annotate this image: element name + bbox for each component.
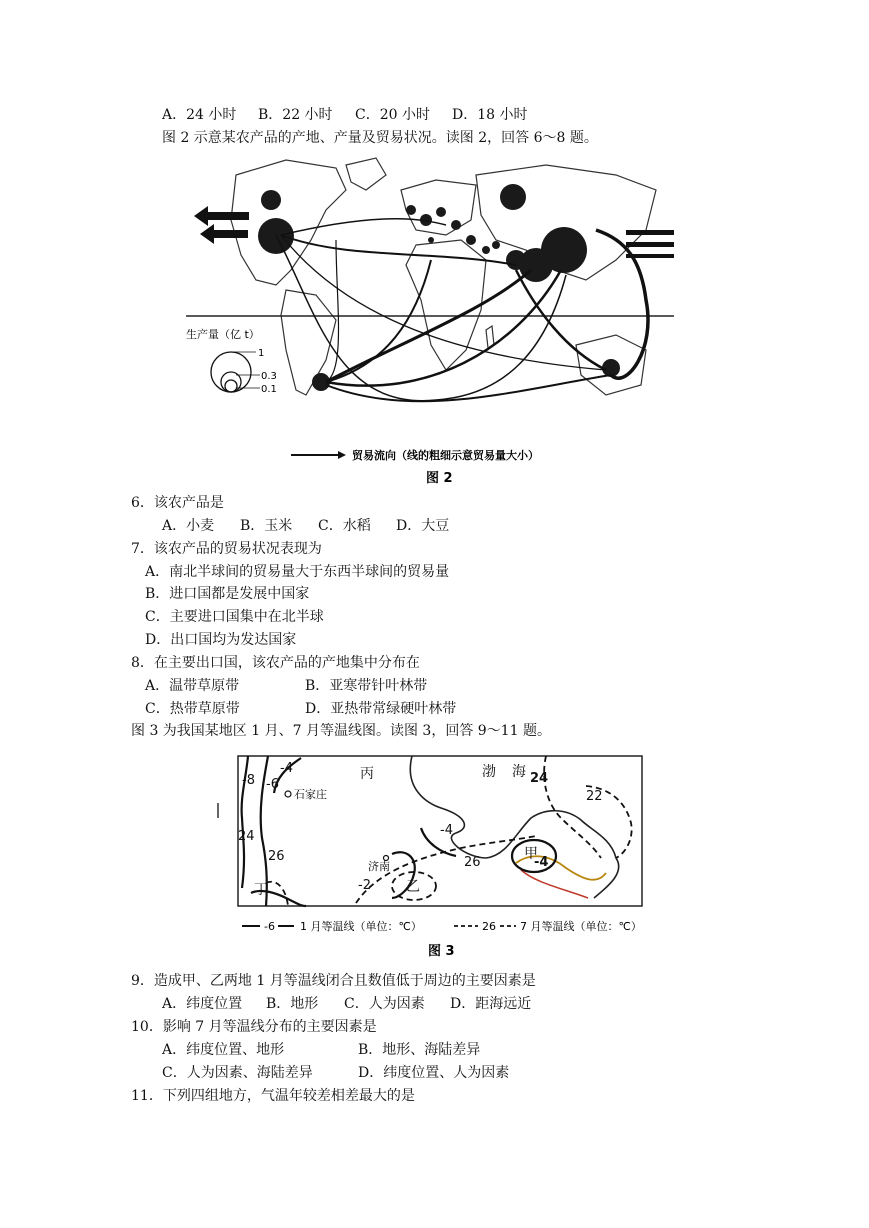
q8-option-c: C．热带草原带 [145,701,240,717]
q9-option-b: B．地形 [266,996,319,1012]
isotherm-label: -2 [358,878,371,893]
q6-options [162,517,449,535]
q5-option-a: A．24 小时 [162,107,237,123]
figure-2-caption: 图 2 [426,471,453,486]
label-jinan: 济南 [368,860,390,873]
q10-options-row2 [162,1064,509,1082]
isotherm-label: -4 [280,761,293,776]
q7-option-b: B．进口国都是发展中国家 [145,586,310,602]
legend-value-0-3: 0.3 [261,371,277,382]
city-marker-shijiazhuang [285,791,291,797]
q10-option-d: D．纬度位置、人为因素 [358,1065,510,1081]
isotherm-label: 26 [268,849,285,864]
q6-option-b: B．玉米 [240,518,293,534]
q5-option-c: C．20 小时 [355,107,430,123]
figure-3-caption: 图 3 [428,944,455,959]
figure-2-world-map [186,150,674,488]
legend-jan-label: 1 月等温线（单位：℃） [300,920,422,933]
legend-title: 生产量（亿 t） [186,328,260,341]
q5-options [162,106,528,124]
label-ding: 丁 [254,882,268,898]
q9-option-d: D．距海远近 [450,996,532,1012]
fig2-intro: 图 2 示意某农产品的产地、产量及贸易状况。读图 2，回答 6～8 题。 [162,130,598,146]
label-bohai: 渤 [482,764,496,780]
legend-jul-label: 7 月等温线（单位：℃） [520,920,642,933]
label-yi: 乙 [406,879,420,895]
legend-circles [211,352,251,392]
q8-option-d: D．亚热带常绿硬叶林带 [305,701,457,717]
q10-option-a: A．纬度位置、地形 [162,1042,285,1058]
q10-stem: 10．影响 7 月等温线分布的主要因素是 [131,1019,377,1035]
q9-stem: 9．造成甲、乙两地 1 月等温线闭合且数值低于周边的主要因素是 [131,973,536,989]
q7-option-d: D．出口国均为发达国家 [145,632,297,648]
production-circle [506,250,526,270]
isotherm-label: 24 [530,771,549,786]
q5-option-d: D．18 小时 [452,107,528,123]
q6-option-c: C．水稻 [318,518,371,534]
q8-option-b: B．亚寒带针叶林带 [305,678,428,694]
q8-options-row2 [145,700,456,718]
production-circle [500,184,526,210]
q8-stem: 8．在主要出口国，该农产品的产地集中分布在 [131,655,420,671]
legend-value-0-1: 0.1 [261,384,277,395]
isotherm-label: -6 [266,777,279,792]
figure-3-isotherm-map [216,748,646,963]
q10-option-c: C．人为因素、海陆差异 [162,1065,313,1081]
q6-option-d: D．大豆 [396,518,450,534]
isotherm-label: 22 [586,789,603,804]
isotherm-label: -4 [440,823,453,838]
q9-options [162,995,531,1013]
label-bing: 丙 [360,766,374,782]
fig3-intro: 图 3 为我国某地区 1 月、7 月等温线图。读图 3，回答 9～11 题。 [131,723,551,739]
label-hai: 海 [512,764,526,780]
q10-option-b: B．地形、海陆差异 [358,1042,481,1058]
q10-options-row1 [162,1041,480,1059]
label-shijiazhuang: 石家庄 [294,788,327,801]
legend-value-1: 1 [258,348,265,359]
legend-jan-value: -6 [264,920,275,933]
isotherm-label: -4 [534,855,549,870]
q11-stem: 11．下列四组地方，气温年较差相差最大的是 [131,1088,415,1104]
q6-stem: 6．该农产品是 [131,495,224,511]
q9-option-a: A．纬度位置 [162,996,243,1012]
q9-option-c: C．人为因素 [344,996,425,1012]
isotherm-label: 26 [464,855,481,870]
q8-option-a: A．温带草原带 [145,678,240,694]
q5-option-b: B．22 小时 [258,107,333,123]
q7-option-a: A．南北半球间的贸易量大于东西半球间的贸易量 [145,564,450,580]
legend-jul-value: 26 [482,920,496,933]
q6-option-a: A．小麦 [162,518,215,534]
isotherm-label: -8 [242,773,255,788]
q7-option-c: C．主要进口国集中在北半球 [145,609,324,625]
q7-stem: 7．该农产品的贸易状况表现为 [131,541,322,557]
isotherm-label: 24 [238,829,255,844]
q8-options-row1 [145,677,427,695]
production-circle [261,190,281,210]
trade-flow-legend: 贸易流向（线的粗细示意贸易量大小） [352,449,539,462]
label-jia: 甲 [524,846,538,862]
